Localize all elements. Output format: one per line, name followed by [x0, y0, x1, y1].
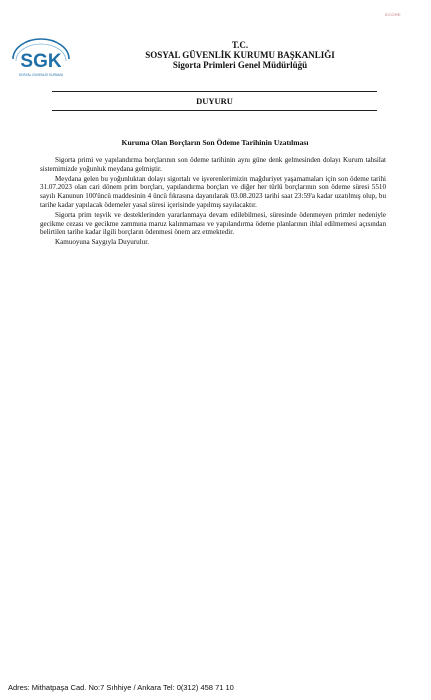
corner-stamp: ECORE — [385, 12, 401, 17]
logo-tagline: SOSYAL GÜVENLİK KURUMU — [18, 73, 64, 77]
paragraph-3: Sigorta prim teşvik ve desteklerinden yararlanmaya devam edilebilmesi, süresinde ödenmeyen primler nedeniyle gecikme cezası ve gecikme zammına maruz kalınmaması ve yapılandırma ödeme planlarının ihlal edilmemesi açısından belirtilen tarihe kadar ilgili borçların ödenmesi önem arz etmektedir. — [40, 210, 386, 237]
organization-header — [120, 40, 360, 70]
header-line-directorate: Sigorta Primleri Genel Müdürlüğü — [172, 60, 308, 70]
closing-line: Kamuoyuna Saygıyla Duyurulur. — [55, 238, 149, 247]
sgk-logo — [10, 37, 72, 81]
document-subject: Kuruma Olan Borçların Son Ödeme Tarihinin Uzatılması — [121, 138, 309, 147]
divider-bottom — [52, 110, 377, 111]
divider-top — [52, 91, 377, 92]
header-line-institution: SOSYAL GÜVENLİK KURUMU BAŞKANLIĞI — [145, 50, 335, 60]
paragraph-1: Sigorta primi ve yapılandırma borçlarının son ödeme tarihinin aynı güne denk gelmesinden dolayı Kurum tahsilat sistemimizde yoğunluk meydana gelmiştir. — [40, 156, 386, 173]
logo-text: SGK — [20, 51, 62, 72]
address-footer: Adres: Mithatpaşa Cad. No:7 Sıhhiye / Ankara Tel: 0(312) 458 71 10 — [8, 683, 234, 692]
header-line-tc: T.C. — [231, 40, 249, 50]
paragraph-2: Meydana gelen bu yoğunluktan dolayı sigortalı ve işverenlerimizin mağduriyet yaşamamaları için son ödeme tarihi 31.07.2023 olan cari dönem prim borçları, yapılandırma borçları ve diğer her türlü borçlarının son ödeme süresi 5510 sayılı Kanunun 100'üncü maddesinin 4 üncü fıkrasına dayanılarak 03.08.2023 tarihi saat 23:59'a kadar uzatılmış olup, bu tarihe kadar yapılacak ödemeler yasal süresi içerisinde yapılmış sayılacaktır. — [40, 174, 386, 209]
document-body — [40, 156, 386, 248]
notice-title: DUYURU — [196, 96, 233, 106]
